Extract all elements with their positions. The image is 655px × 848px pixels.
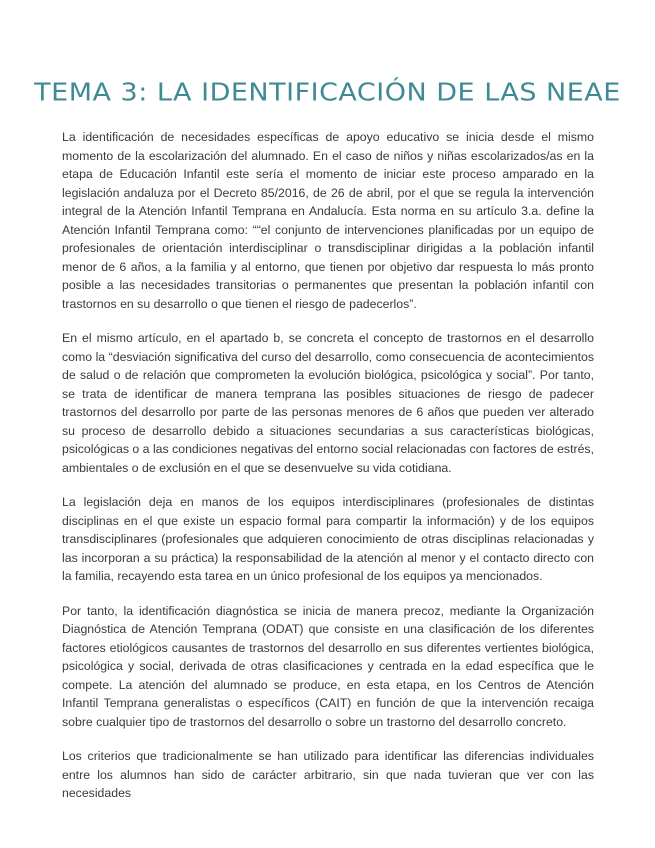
paragraph-1: La identificación de necesidades específicas de apoyo educativo se inicia desde el mismo momento de la escolarización del alumnado. En el caso de niños y niñas escolarizados/as en la etapa de Educación Infantil este sería el momento de iniciar este proceso amparado en la legislación andaluza por el Decreto 85/2016, de 26 de abril, por el que se regula la intervención integral de la Atención Infantil Temprana en Andalucía. Esta norma en su artículo 3.a. define la Atención Infantil Temprana como: ““el conjunto de intervenciones planificadas por un equipo de profesionales de orientación interdisciplinar o transdisciplinar dirigidas a la población infantil menor de 6 años, a la familia y al entorno, que tienen por objetivo dar respuesta lo más pronto posible a las necesidades transitorias o permanentes que presentan la población infantil con trastornos en su desarrollo o que tienen el riesgo de padecerlos”.	[62, 130, 594, 311]
paragraph-5: Los criterios que tradicionalmente se han utilizado para identificar las diferencias individuales entre los alumnos han sido de carácter arbitrario, sin que nada tuvieran que ver con las necesidades	[62, 749, 594, 800]
paragraph-2: En el mismo artículo, en el apartado b, se concreta el concepto de trastornos en el desarrollo como la “desviación significativa del curso del desarrollo, como consecuencia de acontecimientos de salud o de relación que comprometen la evolución biológica, psicológica y social”. Por tanto, se trata de identificar de manera temprana las posibles situaciones de riesgo de padecer trastornos del desarrollo por parte de las personas menores de 6 años que pueden ver alterado su proceso de desarrollo debido a situaciones secundarias a sus características biológicas, psicológicas o a las condiciones negativas del entorno social relacionadas con factores de estrés, ambientales o de exclusión en el que se desenvuelve su vida cotidiana.	[62, 331, 594, 475]
paragraph-3: La legislación deja en manos de los equipos interdisciplinares (profesionales de distintas disciplinas en el que existe un espacio formal para compartir la información) y de los equipos transdisciplinares (profesionales que adquieren conocimiento de otras disciplinas relacionadas y las incorporan a su práctica) la responsabilidad de la atención al menor y el contacto directo con la familia, recayendo esta tarea en un único profesional de los equipos ya mencionados.	[62, 495, 594, 583]
page-title: TEMA 3: LA IDENTIFICACIÓN DE LAS NEAE	[34, 78, 621, 107]
document-body	[62, 128, 594, 819]
paragraph-4: Por tanto, la identificación diagnóstica se inicia de manera precoz, mediante la Organización Diagnóstica de Atención Temprana (ODAT) que consiste en una clasificación de los diferentes factores etiológicos causantes de trastornos del desarrollo en sus diferentes vertientes biológica, psicológica y social, derivada de otras clasificaciones y centrada en la edad específica que le compete. La atención del alumnado se produce, en esta etapa, en los Centros de Atención Infantil Temprana generalistas o específicos (CAIT) en función de que la intervención recaiga sobre cualquier tipo de trastornos del desarrollo o sobre un trastorno del desarrollo concreto.	[62, 603, 594, 729]
